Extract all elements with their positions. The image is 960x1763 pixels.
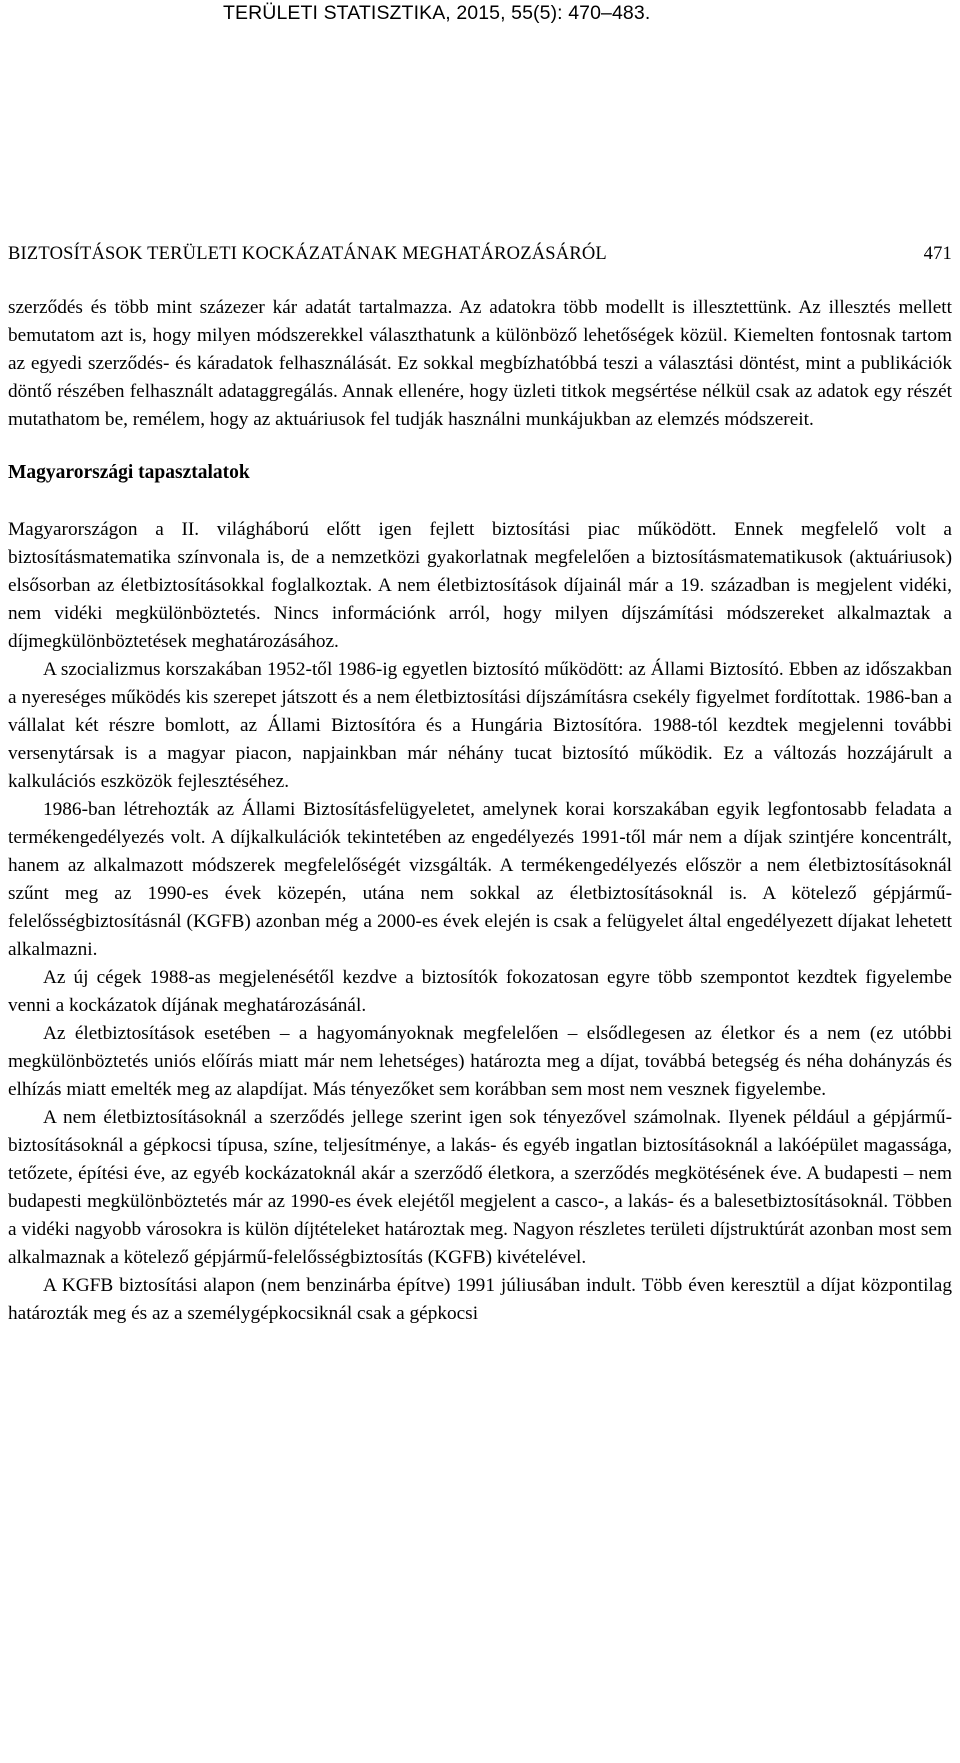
article-body: [8, 294, 952, 1328]
paragraph: Az életbiztosítások esetében – a hagyományoknak megfelelően – elsődlegesen az életkor és a nem (ez utóbbi megkülönböztetés uniós előírás miatt már nem lehetséges) határozta meg a díjat, továbbá betegség és néha dohányzás és elhízás miatt emelték meg az alapdíjat. Más tényezőket sem korábban sem most nem vesznek figyelembe.: [8, 1023, 952, 1100]
journal-header: TERÜLETI STATISZTIKA, 2015, 55(5): 470–483.: [223, 2, 651, 24]
running-head-title: BIZTOSÍTÁSOK TERÜLETI KOCKÁZATÁNAK MEGHATÁROZÁSÁRÓL: [8, 244, 607, 264]
paragraph: szerződés és több mint százezer kár adatát tartalmazza. Az adatokra több modellt is illesztettünk. Az illesztés mellett bemutatom azt is, hogy milyen módszerekkel választhatunk a különböző lehetőségek közül. Kiemelten fontosnak tartom az egyedi szerződés- és káradatok felhasználását. Ez sokkal megbízhatóbbá teszi a választási döntést, mint a publikációk döntő részében felhasznált adataggregálás. Annak ellenére, hogy üzleti titkok megsértése nélkül csak az adatok egy részét mutathatom be, remélem, hogy az aktuáriusok fel tudják használni munkájukban az elemzés módszereit.: [8, 297, 952, 430]
running-head: [8, 244, 952, 265]
page-number: 471: [923, 244, 952, 264]
paragraph: A KGFB biztosítási alapon (nem benzinárba építve) 1991 júliusában indult. Több éven keresztül a díjat központilag határozták meg és az a személygépkocsiknál csak a gépkocsi: [8, 1275, 952, 1324]
paragraph: 1986-ban létrehozták az Állami Biztosításfelügyeletet, amelynek korai korszakában egyik legfontosabb feladata a termékengedélyezés volt. A díjkalkulációk tekintetében az engedélyezés 1991-től már nem a díjak szintjére koncentrált, hanem az alkalmazott módszerek megfelelőségét vizsgálták. A termékengedélyezés először a nem életbiztosításoknál szűnt meg az 1990-es évek közepén, utána nem sokkal az életbiztosításoknál is. A kötelező gépjármű-felelősségbiztosításnál (KGFB) azonban még a 2000-es évek elején is csak a felügyelet által engedélyezett díjakat lehetett alkalmazni.: [8, 799, 952, 960]
section-heading: Magyarországi tapasztalatok: [8, 462, 250, 483]
paragraph: Az új cégek 1988-as megjelenésétől kezdve a biztosítók fokozatosan egyre több szempontot kezdtek figyelembe venni a kockázatok díjának meghatározásánál.: [8, 967, 952, 1016]
paragraph: A szocializmus korszakában 1952-től 1986-ig egyetlen biztosító működött: az Állami Biztosító. Ebben az időszakban a nyereséges működés kis szerepet játszott és a nem életbiztosítási díjszámításra csekély figyelmet fordítottak. 1986-ban a vállalat két részre bomlott, az Állami Biztosítóra és a Hungária Biztosítóra. 1988-tól kezdtek megjelenni további versenytársak is a magyar piacon, napjainkban már néhány tucat biztosító működik. Ez a változás hozzájárult a kalkulációs eszközök fejlesztéséhez.: [8, 659, 952, 792]
paragraph: Magyarországon a II. világháború előtt igen fejlett biztosítási piac működött. Ennek megfelelő volt a biztosításmatematika színvonala is, de a nemzetközi gyakorlatnak megfelelően a biztosításmatematikusok (aktuáriusok) elsősorban az életbiztosításokkal foglalkoztak. A nem életbiztosítások díjainál már a 19. században is megjelent vidéki, nem vidéki megkülönböztetés. Nincs információnk arról, hogy milyen díjszámítási módszereket alkalmaztak a díjmegkülönböztetések meghatározásához.: [8, 519, 952, 652]
paragraph: A nem életbiztosításoknál a szerződés jellege szerint igen sok tényezővel számolnak. Ilyenek például a gépjármű-biztosításoknál a gépkocsi típusa, színe, teljesítménye, a lakás- és egyéb ingatlan biztosításoknál a lakóépület magassága, tetőzete, építési éve, az egyéb kockázatoknál akár a szerződő életkora, a szerződés megkötésének éve. A budapesti – nem budapesti megkülönböztetés már az 1990-es évek elejétől megjelent a casco-, a lakás- és a balesetbiztosításoknál. Többen a vidéki nagyobb városokra is külön díjtételeket határoztak meg. Nagyon részletes területi díjstruktúrát azonban most sem alkalmaznak a kötelező gépjármű-felelősségbiztosítás (KGFB) kivételével.: [8, 1107, 952, 1268]
